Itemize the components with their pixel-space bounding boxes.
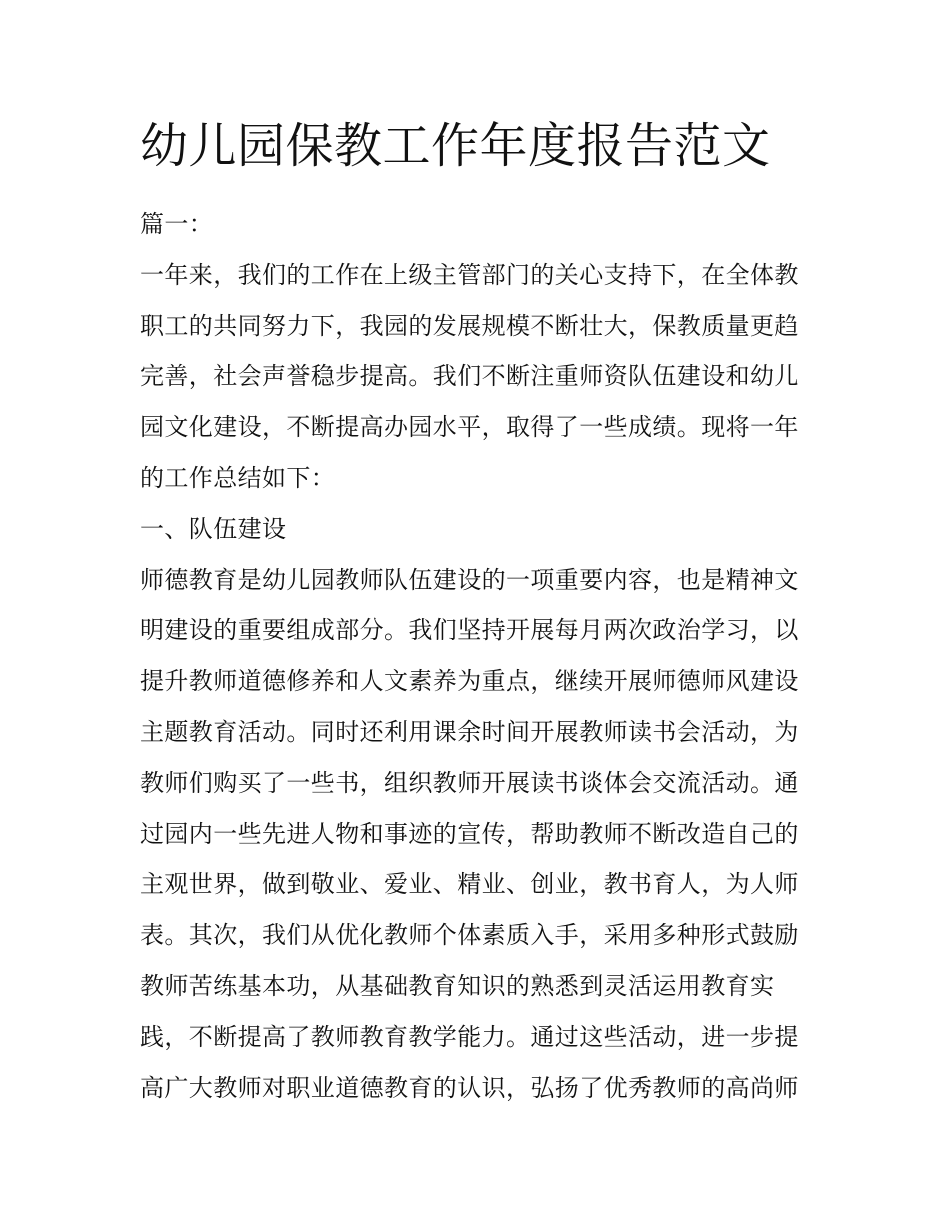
paragraph-line: 职工的共同努力下，我园的发展规模不断壮大，保教质量更趋	[140, 311, 799, 340]
paragraph-line: 表。其次，我们从优化教师个体素质入手，采用多种形式鼓励	[140, 921, 799, 950]
document-body	[140, 199, 820, 1113]
paragraph-line: 践，不断提高了教师教育教学能力。通过这些活动，进一步提	[140, 1022, 799, 1051]
paragraph-line: 完善，社会声誉稳步提高。我们不断注重师资队伍建设和幼儿	[140, 362, 799, 391]
document-title: 幼儿园保教工作年度报告范文	[140, 118, 771, 174]
paragraph-line: 一年来，我们的工作在上级主管部门的关心支持下，在全体教	[140, 260, 799, 289]
paragraph-line: 高广大教师对职业道德教育的认识，弘扬了优秀教师的高尚师	[140, 1073, 799, 1102]
paragraph-line: 师德教育是幼儿园教师队伍建设的一项重要内容，也是精神文	[140, 565, 799, 594]
paragraph-line: 过园内一些先进人物和事迹的宣传，帮助教师不断改造自己的	[140, 819, 799, 848]
paragraph-line: 教师苦练基本功，从基础教育知识的熟悉到灵活运用教育实	[140, 971, 775, 1000]
section-heading-part-one: 篇一：	[140, 210, 214, 238]
paragraph-line: 教师们购买了一些书，组织教师开展读书谈体会交流活动。通	[140, 768, 799, 797]
paragraph-line: 主题教育活动。同时还利用课余时间开展教师读书会活动，为	[140, 717, 799, 746]
paragraph-line: 园文化建设，不断提高办园水平，取得了一些成绩。现将一年	[140, 413, 799, 442]
section-heading-team-building: 一、队伍建设	[140, 514, 287, 543]
paragraph-line: 主观世界，做到敬业、爱业、精业、创业，教书育人，为人师	[140, 870, 799, 899]
paragraph-line: 提升教师道德修养和人文素养为重点，继续开展师德师风建设	[140, 667, 799, 696]
paragraph-line: 明建设的重要组成部分。我们坚持开展每月两次政治学习，以	[140, 616, 799, 645]
paragraph-line: 的工作总结如下：	[140, 463, 336, 492]
